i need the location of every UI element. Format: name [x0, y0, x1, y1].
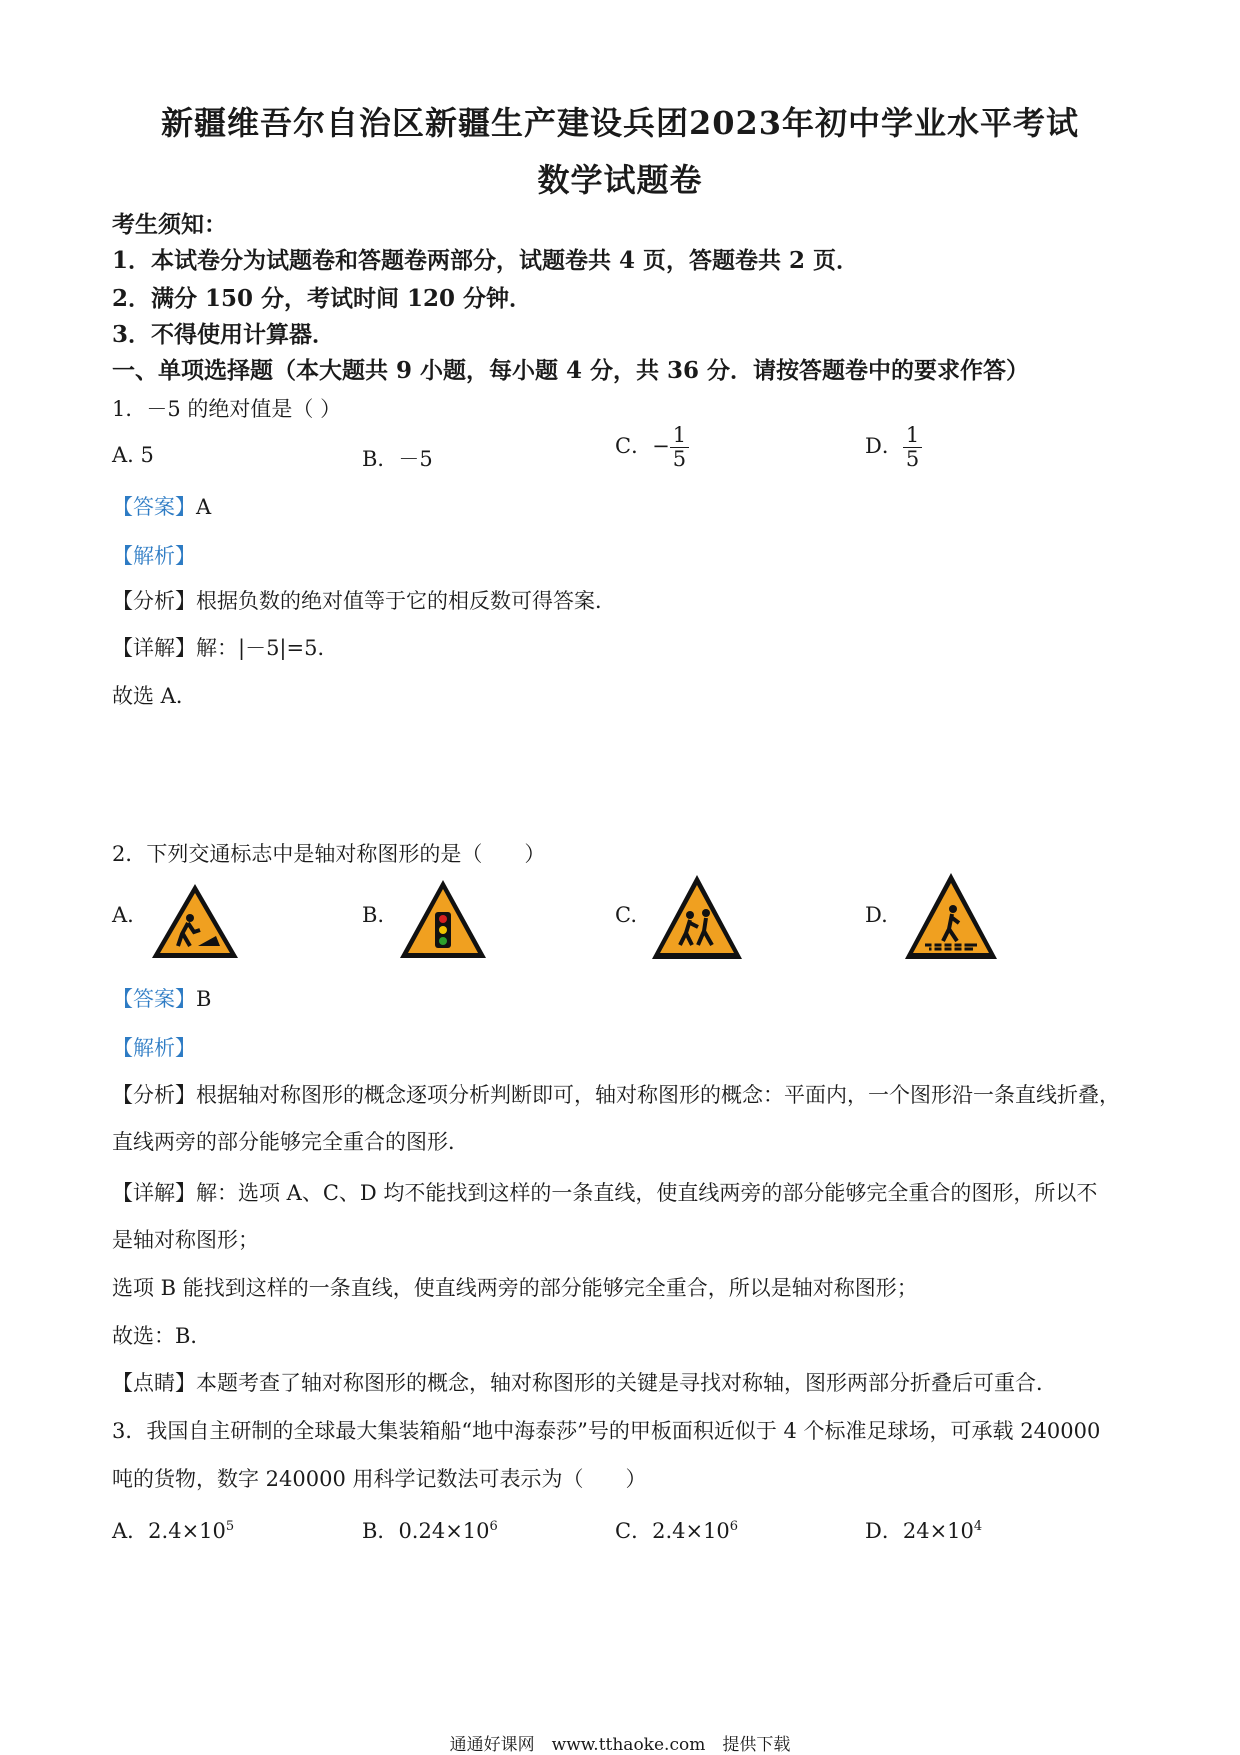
xiangjie-text: 解：|－5|=5．: [196, 636, 339, 660]
answer-tag: 【答案】: [112, 495, 196, 519]
traffic-light-sign-icon: [398, 878, 488, 960]
fenxi-text: 根据负数的绝对值等于它的相反数可得答案．: [196, 589, 616, 613]
option-label: A．: [112, 1519, 149, 1543]
roadwork-sign-icon: [150, 882, 240, 960]
fenxi-text: 根据轴对称图形的概念逐项分析判断即可，轴对称图形的概念：平面内，一个图形沿一条直线折叠，: [196, 1083, 1120, 1107]
q2-answer: [112, 983, 211, 1013]
q2-dianjing: [112, 1367, 1057, 1397]
q2-xiangjie-3: 选项 B 能找到这样的一条直线，使直线两旁的部分能够完全重合，所以是轴对称图形；: [112, 1276, 918, 1300]
option-exponent: 6: [489, 1519, 498, 1534]
exam-subtitle: 数学试题卷: [537, 161, 703, 199]
option-exponent: 6: [729, 1519, 739, 1534]
pedestrian-crossing-sign-icon: [903, 871, 999, 961]
q3-option-a: [112, 1515, 234, 1545]
fraction-numerator: 1: [903, 424, 922, 448]
q3-stem-1: 3．我国自主研制的全球最大集装箱船“地中海泰莎”号的甲板面积近似于 4 个标准足球场，可承载 240000: [112, 1419, 1101, 1443]
q1-stem: 1．－5 的绝对值是（ ）: [112, 397, 342, 421]
q1-option-c: [615, 424, 689, 471]
xiangjie-text: 解：选项 A、C、D 均不能找到这样的一条直线，使直线两旁的部分能够完全重合的图形，所以不: [196, 1181, 1098, 1205]
option-label: C．: [615, 1519, 653, 1543]
option-exponent: 5: [225, 1519, 235, 1534]
dianjing-tag: 【点睛】: [112, 1371, 196, 1395]
fraction-denominator: 5: [672, 447, 687, 472]
option-base: 0.24×10: [398, 1519, 490, 1543]
q1-option-d: [865, 424, 922, 471]
q1-option-d-fraction: [903, 424, 922, 471]
q1-xiangjie: [112, 632, 338, 662]
answer-value: A: [196, 495, 212, 519]
q3-option-c: [615, 1515, 738, 1545]
option-exponent: 4: [973, 1519, 983, 1534]
dianjing-text: 本题考查了轴对称图形的概念，轴对称图形的关键是寻找对称轴，图形两部分折叠后可重合．: [196, 1371, 1057, 1395]
q2-xiangjie-2: 是轴对称图形；: [112, 1228, 259, 1252]
q1-answer: [112, 491, 211, 521]
notice-item-3: 3．不得使用计算器．: [112, 321, 336, 348]
exam-title: 新疆维吾尔自治区新疆生产建设兵团2023年初中学业水平考试: [160, 104, 1080, 142]
children-crossing-sign-icon: [650, 873, 744, 961]
xiangjie-tag: 【详解】: [112, 1181, 196, 1205]
option-label: B．: [362, 1519, 399, 1543]
q1-option-a: A. 5: [112, 443, 154, 467]
page-footer: 通通好课网 www.tthaoke.com 提供下载: [449, 1735, 791, 1755]
q2-fenxi-2: 直线两旁的部分能够完全重合的图形．: [112, 1130, 469, 1154]
section-heading: 一、单项选择题（本大题共 9 小题，每小题 4 分，共 36 分．请按答题卷中的要求作答）: [112, 357, 1030, 384]
fenxi-tag: 【分析】: [112, 589, 196, 613]
q1-fenxi: [112, 585, 616, 615]
option-label: D．: [865, 1519, 903, 1543]
fraction-numerator: 1: [670, 424, 689, 448]
fenxi-tag: 【分析】: [112, 1083, 196, 1107]
q1-conclusion: 故选 A．: [112, 684, 197, 708]
q1-option-c-fraction: [670, 424, 689, 471]
q3-stem-2: 吨的货物，数字 240000 用科学记数法可表示为（ ）: [112, 1467, 647, 1491]
q2-xiangjie-1: [112, 1177, 1097, 1207]
q2-option-c-label: C.: [615, 903, 637, 927]
q1-option-c-sign: −: [652, 434, 670, 459]
q1-option-b: B．－5: [362, 447, 433, 471]
q1-option-d-label: D．: [865, 434, 903, 459]
q2-option-d-label: D.: [865, 903, 888, 927]
q3-option-b: [362, 1515, 498, 1545]
notice-head: 考生须知：: [112, 211, 227, 238]
xiangjie-tag: 【详解】: [112, 636, 196, 660]
notice-item-2: 2．满分 150 分，考试时间 120 分钟．: [112, 285, 533, 312]
q1-jiexi: 【解析】: [112, 544, 196, 568]
answer-tag: 【答案】: [112, 987, 196, 1011]
q2-fenxi-1: [112, 1079, 1120, 1109]
q2-conclusion: 故选：B．: [112, 1324, 212, 1348]
q2-stem: 2．下列交通标志中是轴对称图形的是（ ）: [112, 842, 546, 866]
q2-option-a-label: A.: [112, 903, 134, 927]
q1-option-c-label: C．: [615, 434, 653, 459]
notice-item-1: 1．本试卷分为试题卷和答题卷两部分，试题卷共 4 页，答题卷共 2 页．: [112, 247, 860, 274]
q3-option-d: [865, 1515, 982, 1545]
fraction-denominator: 5: [905, 447, 920, 472]
answer-value: B: [196, 987, 212, 1011]
option-base: 2.4×10: [652, 1519, 730, 1543]
q2-jiexi: 【解析】: [112, 1036, 196, 1060]
option-base: 24×10: [902, 1519, 974, 1543]
option-base: 2.4×10: [148, 1519, 226, 1543]
q2-option-b-label: B.: [362, 903, 385, 927]
